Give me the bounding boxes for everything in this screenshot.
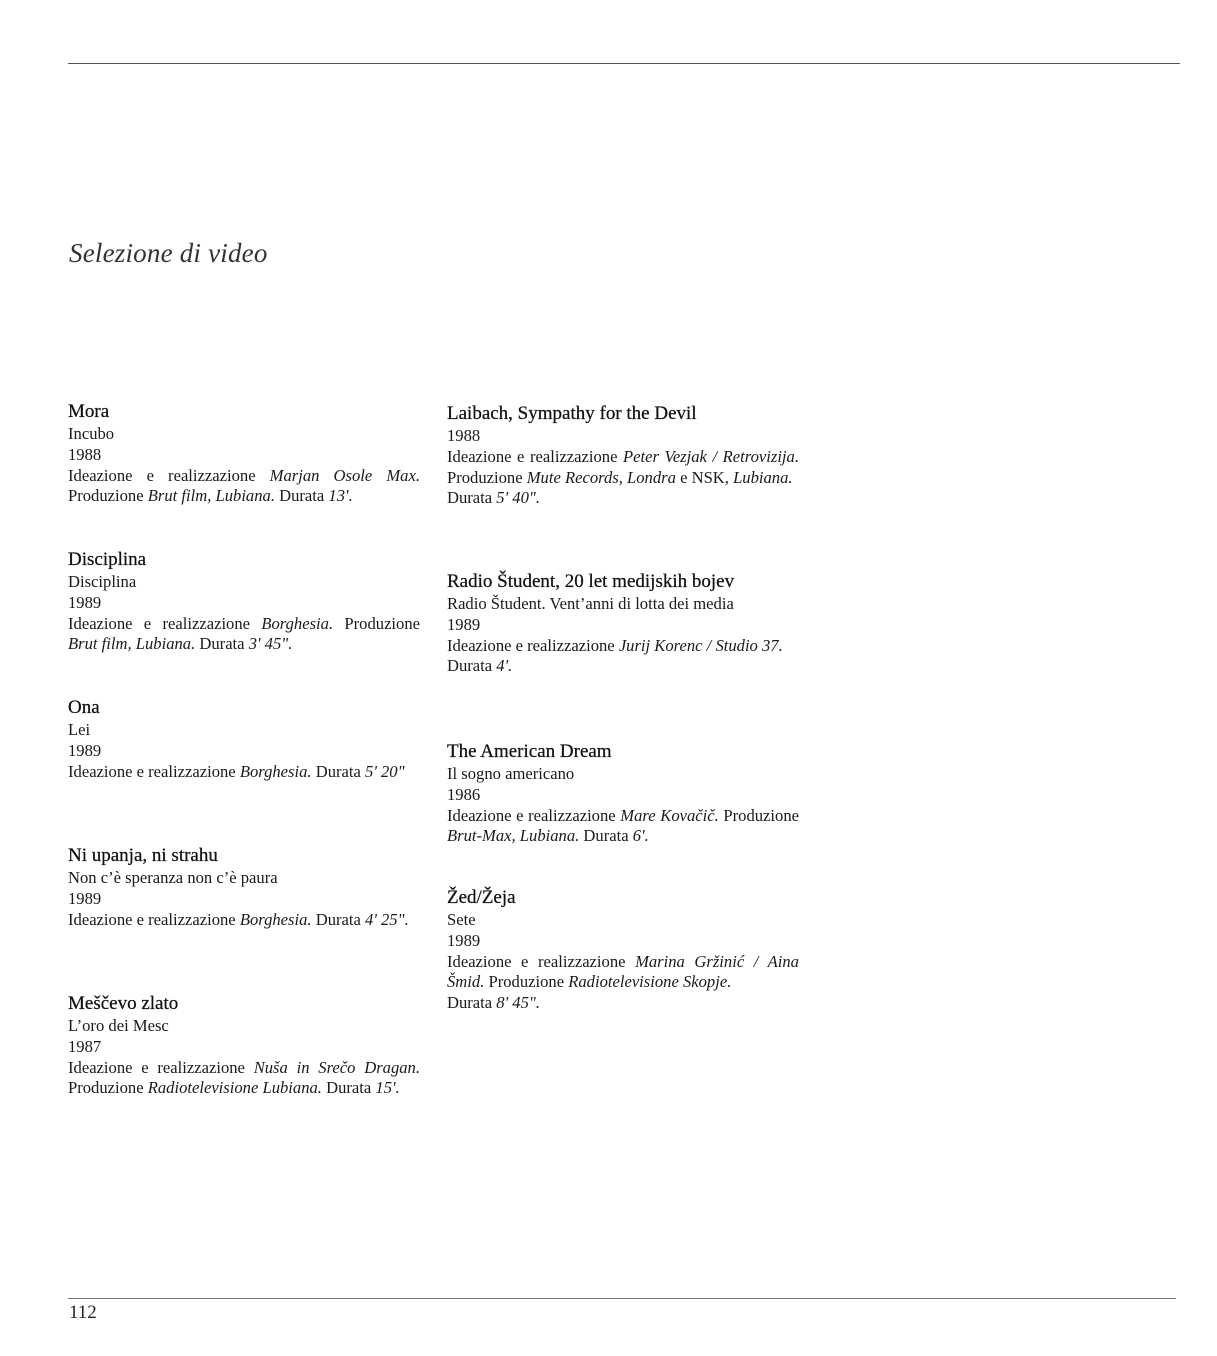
video-credits-segment: Marjan Osole Max. [269, 465, 420, 485]
video-credits-segment: e NSK, [675, 467, 734, 487]
video-credits-segment: Jurij Korenc / Studio 37. [618, 635, 783, 655]
video-credits-segment: Produzione [333, 613, 420, 633]
video-title: Radio Študent, 20 let medijskih bojev [447, 571, 735, 592]
video-credits-segment: Durata [311, 761, 366, 781]
video-title: Mora [68, 401, 110, 422]
video-credits-segment: Ideazione e realizzazione [68, 909, 240, 929]
video-year: 1986 [447, 784, 481, 804]
video-credits [447, 952, 799, 994]
video-entry [447, 570, 799, 677]
video-credits-segment: Ideazione e realizzazione [447, 635, 619, 655]
video-entry [68, 844, 420, 930]
video-credits-segment: Ideazione e realizzazione [68, 1057, 254, 1077]
video-credits-segment: Ideazione e realizzazione [68, 761, 240, 781]
video-credits-segment: Durata [274, 486, 329, 506]
video-credits-segment: Durata [321, 1078, 376, 1098]
video-year: 1988 [68, 444, 102, 464]
video-credits-segment: Brut film, Lubiana. [147, 486, 275, 506]
video-title: Disciplina [68, 549, 147, 570]
video-credits-segment: Brut-Max, Lubiana. [447, 826, 580, 846]
video-italian-title: Sete [447, 910, 476, 929]
video-italian-title: Incubo [68, 424, 115, 443]
bottom-rule [68, 1298, 1176, 1299]
video-credits-segment: Radiotelevisione Lubiana. [147, 1078, 322, 1098]
video-credits-segment: 15'. [375, 1078, 400, 1098]
video-credits-segment: Borghesia. [239, 761, 312, 781]
video-credits-segment: Produzione [447, 467, 527, 487]
video-credits-segment: Lubiana. [733, 467, 793, 487]
video-credits-segment: 5' 20" [365, 761, 405, 781]
video-credits-segment: 4' 25". [365, 909, 409, 929]
video-entry [68, 992, 420, 1099]
video-entry [447, 740, 799, 847]
video-year: 1987 [68, 1036, 102, 1056]
video-credits-segment: Ideazione e realizzazione [447, 805, 621, 825]
video-year: 1989 [68, 740, 102, 760]
video-credits [68, 466, 420, 508]
video-credits-segment: Produzione [718, 805, 799, 825]
video-credits-segment: Marina Gržinić / Aina Šmid. [447, 951, 799, 992]
video-credits-segment: 3' 45". [248, 634, 293, 654]
video-credits-segment: Produzione [68, 486, 148, 506]
video-duration-segment: 8' 45". [496, 993, 541, 1013]
video-credits-segment: Mare Kovačič. [620, 805, 719, 825]
video-entry [68, 696, 420, 782]
video-title: Žed/Žeja [447, 887, 516, 908]
video-year: 1989 [68, 888, 102, 908]
page-number: 112 [69, 1302, 97, 1323]
video-entry [68, 548, 420, 655]
video-duration-segment: Durata [447, 993, 497, 1013]
video-italian-title: L’oro dei Mesc [68, 1016, 169, 1035]
video-italian-title: Lei [68, 720, 91, 739]
video-credits-segment: Ideazione e realizzazione [447, 446, 624, 466]
video-title: The American Dream [447, 741, 612, 762]
video-credits-segment: Ideazione e realizzazione [68, 465, 270, 485]
video-year: 1989 [447, 930, 481, 950]
video-title: Laibach, Sympathy for the Devil [447, 403, 697, 424]
video-duration-segment: Durata [447, 656, 497, 676]
video-credits-segment: Peter Vezjak / Retrovizija. [623, 446, 799, 466]
video-credits [447, 806, 799, 848]
video-credits-segment: Mute Records, Londra [526, 467, 676, 487]
video-entry [68, 400, 420, 507]
video-italian-title: Non c’è speranza non c’è paura [68, 868, 278, 887]
video-credits [68, 910, 420, 931]
video-credits-segment: Ideazione e realizzazione [447, 951, 636, 971]
video-duration-segment: 5' 40". [496, 488, 541, 508]
top-rule [68, 63, 1180, 64]
video-credits [68, 762, 420, 783]
video-duration-segment: 4'. [496, 656, 513, 676]
video-credits-segment: Nuša in Srečo Dragan. [253, 1057, 420, 1077]
video-credits-segment: Ideazione e realizzazione [68, 613, 262, 633]
video-credits [68, 614, 420, 656]
video-duration [447, 993, 799, 1014]
video-title: Ona [68, 697, 100, 718]
video-credits-segment: 13'. [328, 486, 353, 506]
video-entry [447, 886, 799, 1014]
video-year: 1989 [447, 614, 481, 634]
video-entry [447, 402, 799, 509]
video-credits-segment: Produzione [68, 1078, 148, 1098]
video-credits-segment: Radiotelevisione Skopje. [568, 972, 732, 992]
video-year: 1989 [68, 592, 102, 612]
video-title: Meščevo zlato [68, 993, 179, 1014]
video-credits [447, 447, 799, 489]
video-credits-segment: Produzione [484, 972, 569, 992]
video-italian-title: Disciplina [68, 572, 137, 591]
video-year: 1988 [447, 426, 481, 445]
video-credits-segment: Durata [195, 634, 249, 654]
video-title: Ni upanja, ni strahu [68, 845, 218, 866]
video-credits-segment: Borghesia. [239, 909, 312, 929]
video-credits-segment: Borghesia. [261, 613, 334, 633]
page-title: Selezione di video [69, 238, 268, 268]
video-italian-title: Radio Študent. Vent’anni di lotta dei media [447, 594, 734, 613]
video-credits [68, 1058, 420, 1100]
video-credits-segment: Brut film, Lubiana. [68, 634, 196, 654]
video-credits-segment: 6'. [632, 826, 649, 846]
video-duration-segment: Durata [447, 488, 497, 508]
video-duration [447, 488, 799, 509]
video-duration [447, 656, 799, 677]
video-credits-segment: Durata [311, 909, 366, 929]
video-credits [447, 636, 799, 657]
video-italian-title: Il sogno americano [447, 764, 575, 783]
video-credits-segment: Durata [579, 826, 633, 846]
